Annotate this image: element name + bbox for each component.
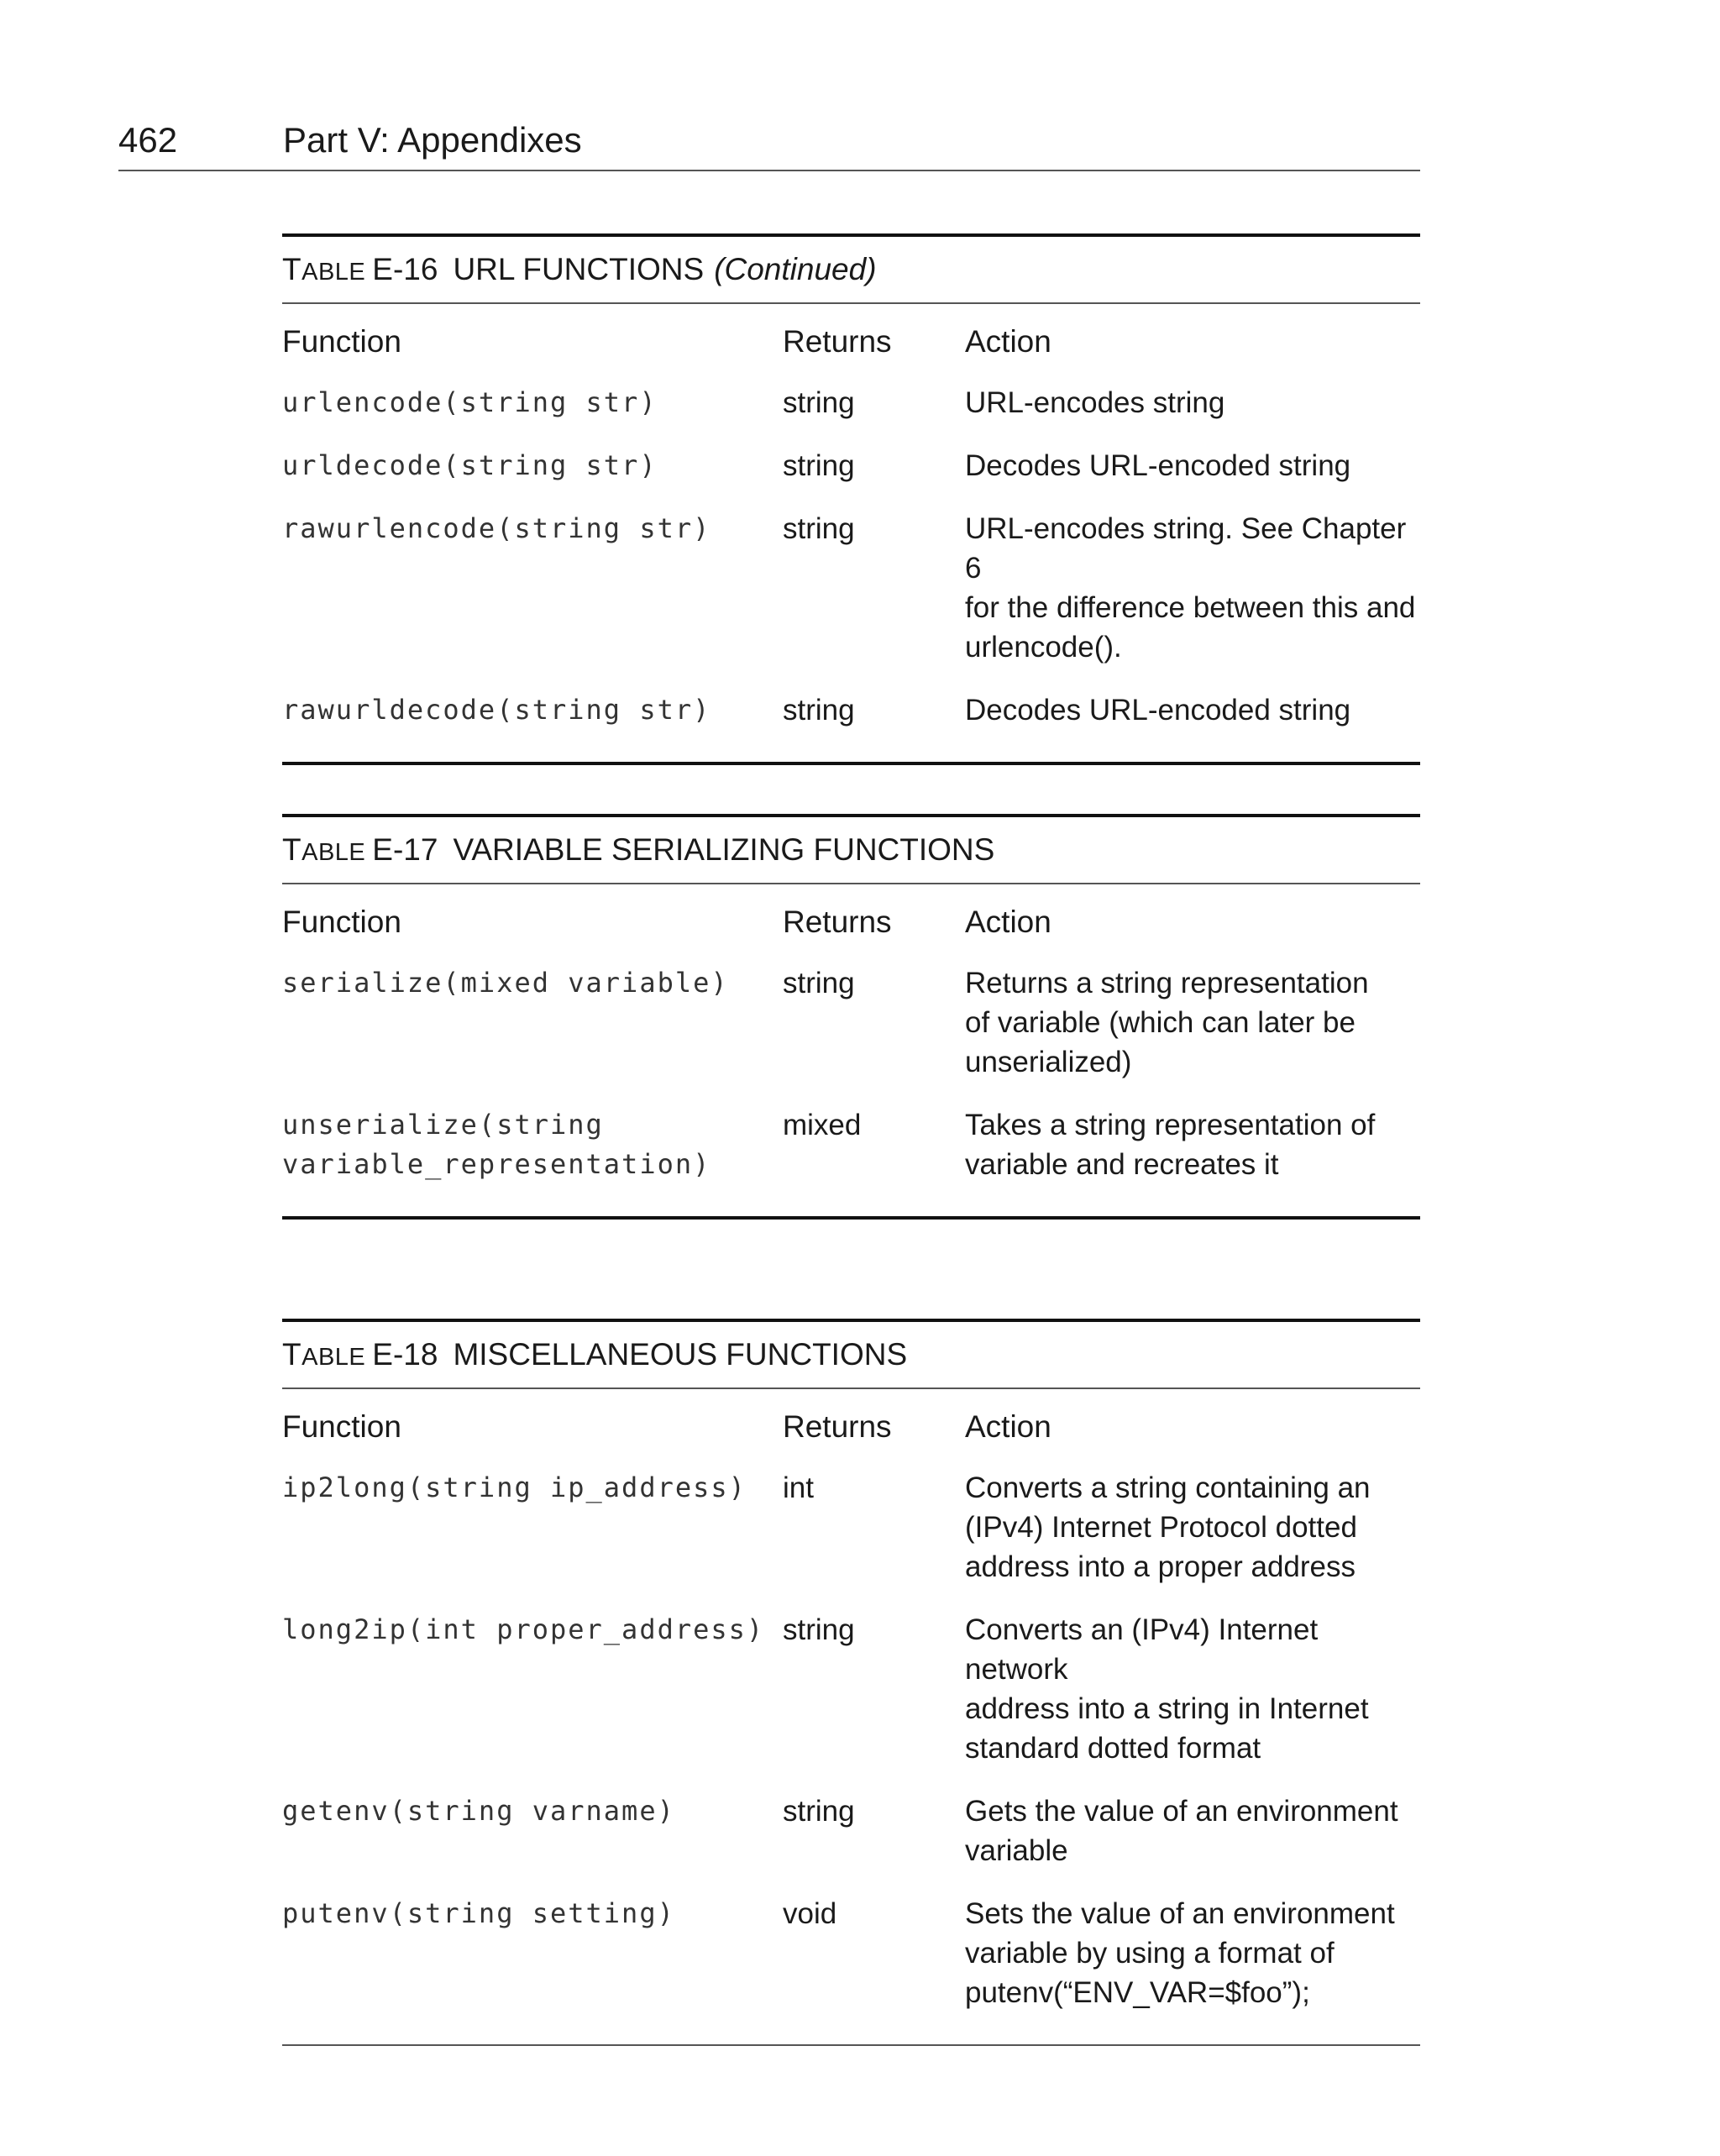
table-e16 bbox=[282, 233, 1420, 765]
returns-cell: string bbox=[783, 967, 855, 999]
action-cell: Gets the value of an environment variable bbox=[965, 1795, 1398, 1867]
function-cell: unserialize(string variable_representation) bbox=[282, 1109, 711, 1180]
table-row bbox=[282, 1887, 1420, 2029]
page-number: 462 bbox=[118, 120, 178, 160]
table-number: E-18 bbox=[372, 1337, 438, 1372]
table-row bbox=[282, 1461, 1420, 1603]
table-number: E-16 bbox=[372, 252, 438, 286]
table-bottom-rule bbox=[282, 2044, 1420, 2046]
action-cell: Converts a string containing an (IPv4) Internet Protocol dotted address into a proper address bbox=[965, 1471, 1371, 1583]
table-row bbox=[282, 1099, 1420, 1201]
table-e18 bbox=[282, 1319, 1420, 2046]
column-header-returns: Returns bbox=[783, 905, 892, 939]
action-cell: Returns a string representation of variable (which can later be unserialized) bbox=[965, 967, 1369, 1078]
action-cell: URL-encodes string. See Chapter 6 for the difference between this and urlencode(). bbox=[965, 512, 1416, 664]
caption-prefix: TABLE bbox=[282, 1337, 366, 1372]
table-title: URL FUNCTIONS bbox=[453, 252, 705, 286]
table-title: MISCELLANEOUS FUNCTIONS bbox=[453, 1337, 908, 1372]
table-number: E-17 bbox=[372, 832, 438, 867]
table-caption bbox=[282, 814, 1420, 884]
caption-prefix: TABLE bbox=[282, 832, 366, 867]
table-row bbox=[282, 1603, 1420, 1785]
header-row bbox=[282, 304, 1420, 376]
table-title: VARIABLE SERIALIZING FUNCTIONS bbox=[453, 832, 995, 867]
returns-cell: void bbox=[783, 1897, 837, 1930]
action-cell: Converts an (IPv4) Internet network address into a string in Internet standard dotted format bbox=[965, 1613, 1369, 1765]
function-cell: rawurldecode(string str) bbox=[282, 694, 711, 726]
function-cell: urlencode(string str) bbox=[282, 386, 658, 418]
header-row bbox=[282, 1389, 1420, 1461]
table-caption bbox=[282, 1319, 1420, 1389]
column-header-function: Function bbox=[282, 905, 401, 939]
function-cell: urldecode(string str) bbox=[282, 449, 658, 481]
table-row bbox=[282, 502, 1420, 684]
returns-cell: string bbox=[783, 1795, 855, 1828]
action-cell: Sets the value of an environment variable by using a format of putenv(“ENV_VAR=$foo”); bbox=[965, 1897, 1395, 2009]
returns-cell: mixed bbox=[783, 1109, 862, 1141]
table-row bbox=[282, 1785, 1420, 1887]
action-cell: URL-encodes string bbox=[965, 386, 1225, 419]
column-header-action: Action bbox=[965, 1409, 1051, 1444]
function-cell: ip2long(string ip_address) bbox=[282, 1471, 747, 1503]
data-table bbox=[282, 304, 1420, 747]
caption-prefix: TABLE bbox=[282, 252, 366, 286]
returns-cell: string bbox=[783, 512, 855, 545]
table-row bbox=[282, 957, 1420, 1099]
function-cell: getenv(string varname) bbox=[282, 1795, 675, 1827]
function-cell: long2ip(int proper_address) bbox=[282, 1613, 765, 1645]
column-header-returns: Returns bbox=[783, 324, 892, 359]
header-row bbox=[282, 884, 1420, 957]
data-table bbox=[282, 1389, 1420, 2029]
column-header-function: Function bbox=[282, 324, 401, 359]
table-e17 bbox=[282, 814, 1420, 1220]
table-row bbox=[282, 376, 1420, 439]
column-header-returns: Returns bbox=[783, 1409, 892, 1444]
action-cell: Decodes URL-encoded string bbox=[965, 449, 1351, 482]
returns-cell: string bbox=[783, 449, 855, 482]
returns-cell: int bbox=[783, 1471, 814, 1504]
table-row bbox=[282, 439, 1420, 502]
function-cell: putenv(string setting) bbox=[282, 1897, 675, 1929]
table-row bbox=[282, 684, 1420, 747]
table-bottom-rule bbox=[282, 1216, 1420, 1220]
action-cell: Takes a string representation of variable and recreates it bbox=[965, 1109, 1376, 1181]
running-header bbox=[118, 118, 1420, 171]
data-table bbox=[282, 884, 1420, 1201]
part-title: Part V: Appendixes bbox=[283, 120, 582, 160]
function-cell: rawurlencode(string str) bbox=[282, 512, 711, 544]
table-bottom-rule bbox=[282, 762, 1420, 765]
function-cell: serialize(mixed variable) bbox=[282, 967, 729, 999]
column-header-action: Action bbox=[965, 905, 1051, 939]
returns-cell: string bbox=[783, 386, 855, 419]
action-cell: Decodes URL-encoded string bbox=[965, 694, 1351, 727]
table-caption bbox=[282, 233, 1420, 304]
returns-cell: string bbox=[783, 1613, 855, 1646]
column-header-function: Function bbox=[282, 1409, 401, 1444]
table-note: (Continued) bbox=[714, 252, 877, 286]
returns-cell: string bbox=[783, 694, 855, 727]
column-header-action: Action bbox=[965, 324, 1051, 359]
